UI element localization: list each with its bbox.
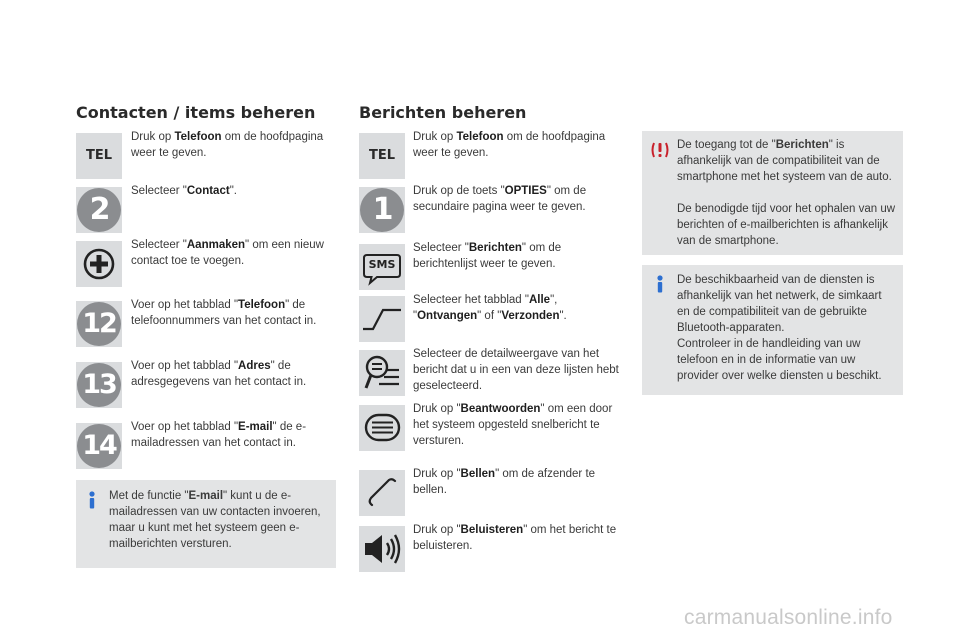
tab-icon <box>359 296 405 342</box>
section-title-messages: Berichten beheren <box>359 103 527 122</box>
speaker-icon <box>359 526 405 572</box>
warning-text-2: De benodigde tijd voor het ophalen van uw berichten of e-mailberichten is afhankelijk van de smartphone. <box>677 203 896 247</box>
warning-text: De toegang tot de "Berichten" is afhankelijk van de compatibiliteit van de smartphone met het systeem van de auto. <box>677 139 892 183</box>
messages-step-beluisteren: Druk op "Beluisteren" om het bericht te beluisteren. <box>413 524 617 552</box>
step-1-icon: 1 <box>359 187 405 233</box>
plus-circle-icon <box>76 241 122 287</box>
info-icon <box>653 275 667 293</box>
messages-step-bellen: Druk op "Bellen" om de afzender te bellen. <box>413 468 596 496</box>
messages-step-beantwoorden: Druk op "Beantwoorden" om een door het systeem opgesteld snelbericht te versturen. <box>413 403 613 447</box>
reply-message-icon <box>359 405 405 451</box>
step-13-icon: 13 <box>76 362 122 408</box>
contacts-step-telefoon: Druk op Telefoon om de hoofdpagina weer te geven. <box>131 131 324 159</box>
messages-step-telefoon: Druk op Telefoon om de hoofdpagina weer te geven. <box>413 131 606 159</box>
info-icon <box>85 491 99 509</box>
step-14-icon: 14 <box>76 423 122 469</box>
tel-icon: TEL <box>76 133 122 179</box>
step-12-icon: 12 <box>76 301 122 347</box>
contacts-step-email-tab: Voer op het tabblad "E-mail" de e-mailadressen van het contact in. <box>131 421 307 449</box>
messages-step-tabblad: Selecteer het tabblad "Alle", "Ontvangen" of "Verzonden". <box>413 294 567 322</box>
contacts-step-aanmaken: Selecteer "Aanmaken" om een nieuw contact toe te voegen. <box>131 239 324 267</box>
watermark: carmanualsonline.info <box>684 606 893 629</box>
info-text: De beschikbaarheid van de diensten is afhankelijk van het netwerk, de simkaart en de compatibiliteit van de gebruikte Bluetooth-apparaten. <box>677 274 882 334</box>
section-title-contacts: Contacten / items beheren <box>76 103 316 122</box>
contacts-step-adres-tab: Voer op het tabblad "Adres" de adresgegevens van het contact in. <box>131 360 307 388</box>
services-info-note <box>642 265 903 395</box>
messages-warning-note <box>642 131 903 255</box>
step-2-icon: 2 <box>76 187 122 233</box>
phone-handset-icon <box>359 470 405 516</box>
messages-step-berichten: Selecteer "Berichten" om de berichtenlijst weer te geven. <box>413 242 562 270</box>
info-text-2: Controleer in de handleiding van uw telefoon en in de informatie van uw provider over welke diensten u beschikt. <box>677 338 882 382</box>
contacts-step-contact: Selecteer "Contact". <box>131 185 237 197</box>
contacts-step-telefoon-tab: Voer op het tabblad "Telefoon" de telefoonnummers van het contact in. <box>131 299 317 327</box>
email-info-text: Met de functie "E-mail" kunt u de e-mailadressen van uw contacten invoeren, maar u kunt met het systeem geen e-mailberichten versturen. <box>109 490 321 550</box>
sms-icon: SMS <box>359 244 405 290</box>
warning-icon <box>650 140 670 160</box>
message-detail-icon <box>359 350 405 396</box>
messages-step-detail: Selecteer de detailweergave van het bericht dat u in een van deze lijsten hebt geselecteerd. <box>413 348 619 392</box>
email-info-note <box>76 480 336 568</box>
messages-step-opties: Druk op de toets "OPTIES" om de secundaire pagina weer te geven. <box>413 185 587 213</box>
tel-icon: TEL <box>359 133 405 179</box>
